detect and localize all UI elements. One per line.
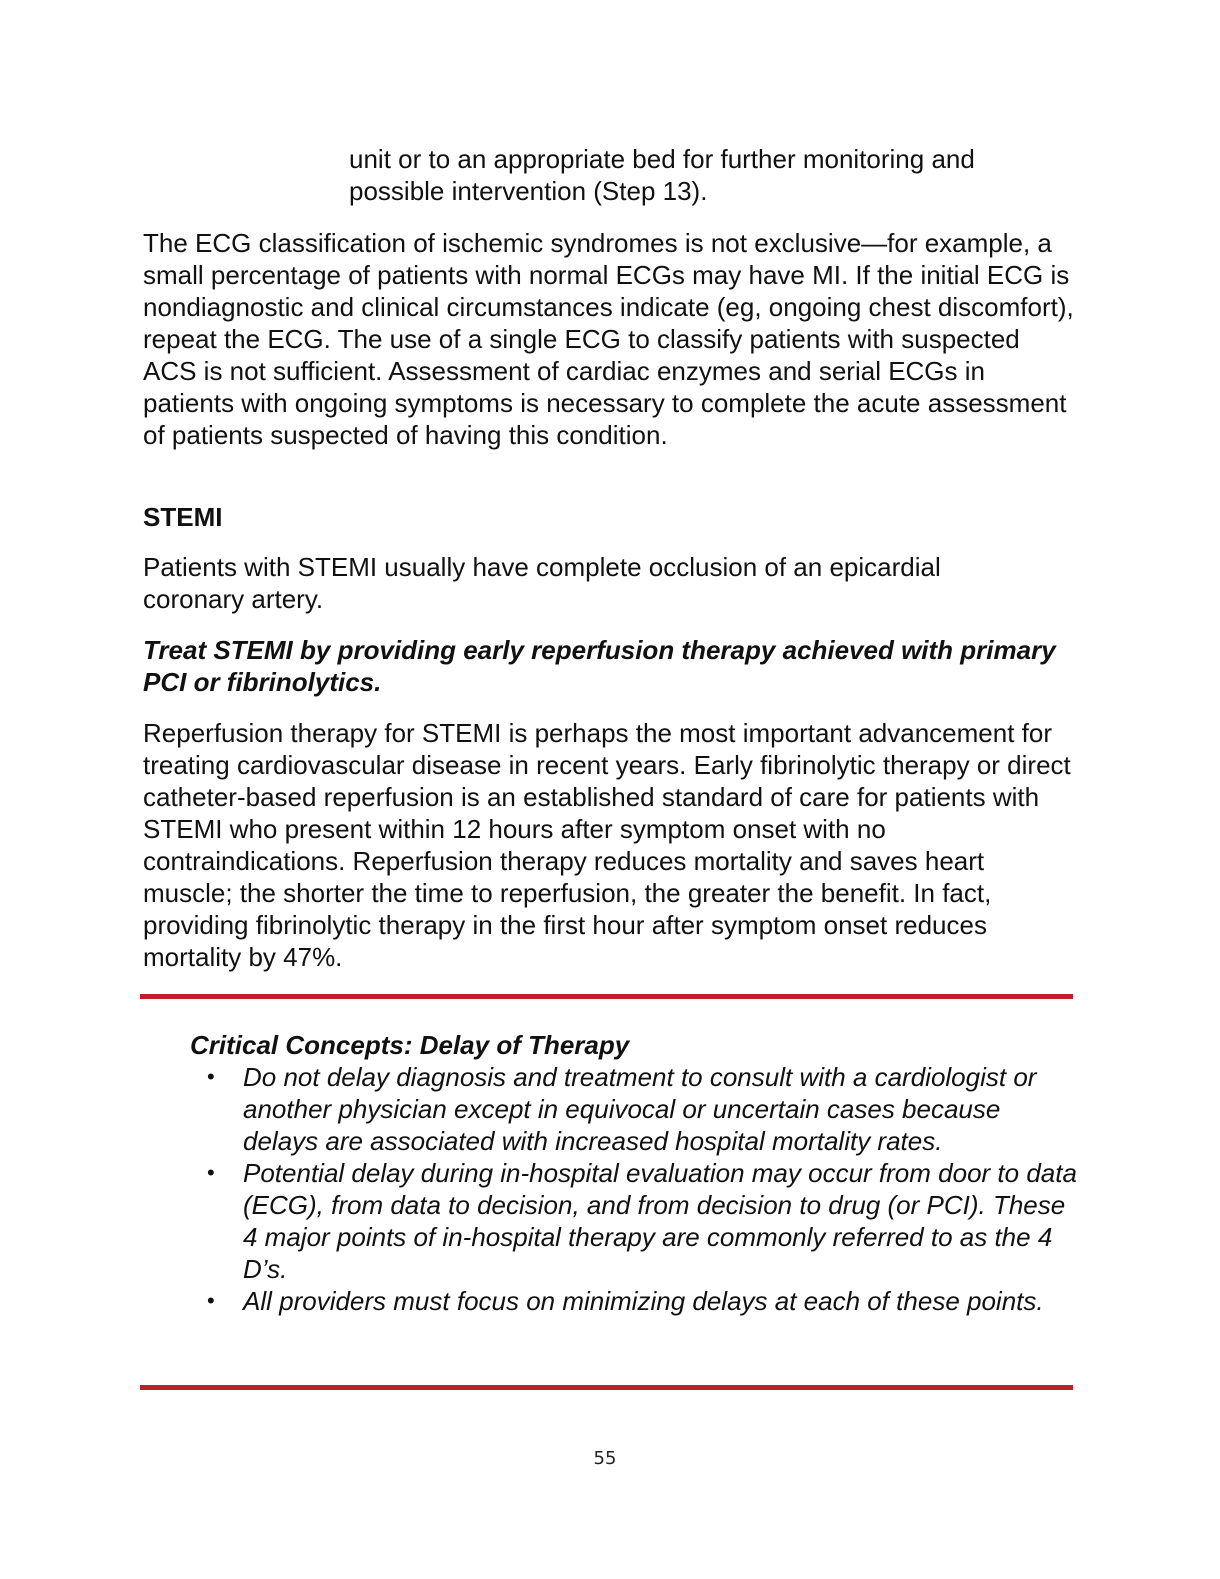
stemi-heading: STEMI [143,502,223,532]
stemi-definition-paragraph: Patients with STEMI usually have complete occlusion of an epicardial coronary artery. [143,552,941,614]
list-item-text: All providers must focus on minimizing delays at each of these points. [243,1286,1044,1316]
critical-concepts-title: Critical Concepts: Delay of Therapy [190,1030,630,1060]
list-item [200,1285,1080,1317]
list-item [200,1157,1080,1285]
treat-stemi-subheading: Treat STEMI by providing early reperfusion therapy achieved with primary PCI or fibrinolytics. [143,635,1056,697]
critical-box-top-rule [140,994,1073,999]
reperfusion-paragraph: Reperfusion therapy for STEMI is perhaps the most important advancement for treating cardiovascular disease in recent years. Early fibrinolytic therapy or direct catheter-based reperfusion is an established standard of care for patients with STEMI who present within 12 hours after symptom onset with no contraindications. Reperfusion therapy reduces mortality and saves heart muscle; the shorter the time to reperfusion, the greater the benefit. In fact, providing fibrinolytic therapy in the first hour after symptom onset reduces mortality by 47%. [143,718,1071,972]
critical-box-bottom-rule [140,1385,1073,1390]
bullet-icon: • [207,1288,215,1313]
ecg-classification-paragraph: The ECG classification of ischemic syndromes is not exclusive—for example, a small percentage of patients with normal ECGs may have MI. If the initial ECG is nondiagnostic and clinical circumstances indicate (eg, ongoing chest discomfort), repeat the ECG. The use of a single ECG to classify patients with suspected ACS is not sufficient. Assessment of cardiac enzymes and serial ECGs in patients with ongoing symptoms is necessary to complete the acute assessment of patients suspected of having this condition. [143,228,1074,450]
continued-step-text: unit or to an appropriate bed for further monitoring and possible intervention (Step 13). [349,144,975,206]
list-item-text: Do not delay diagnosis and treatment to consult with a cardiologist or another physician except in equivocal or uncertain cases because delays are associated with increased hospital mortality rates. [243,1062,1037,1156]
bullet-icon: • [207,1064,215,1089]
list-item-text: Potential delay during in-hospital evaluation may occur from door to data (ECG), from data to decision, and from decision to drug (or PCI). These 4 major points of in-hospital therapy are commonly referred to as the 4 D’s. [243,1158,1077,1284]
page-number: 55 [593,1448,617,1469]
critical-concepts-list [200,1061,1080,1317]
list-item [200,1061,1080,1157]
bullet-icon: • [207,1160,215,1185]
